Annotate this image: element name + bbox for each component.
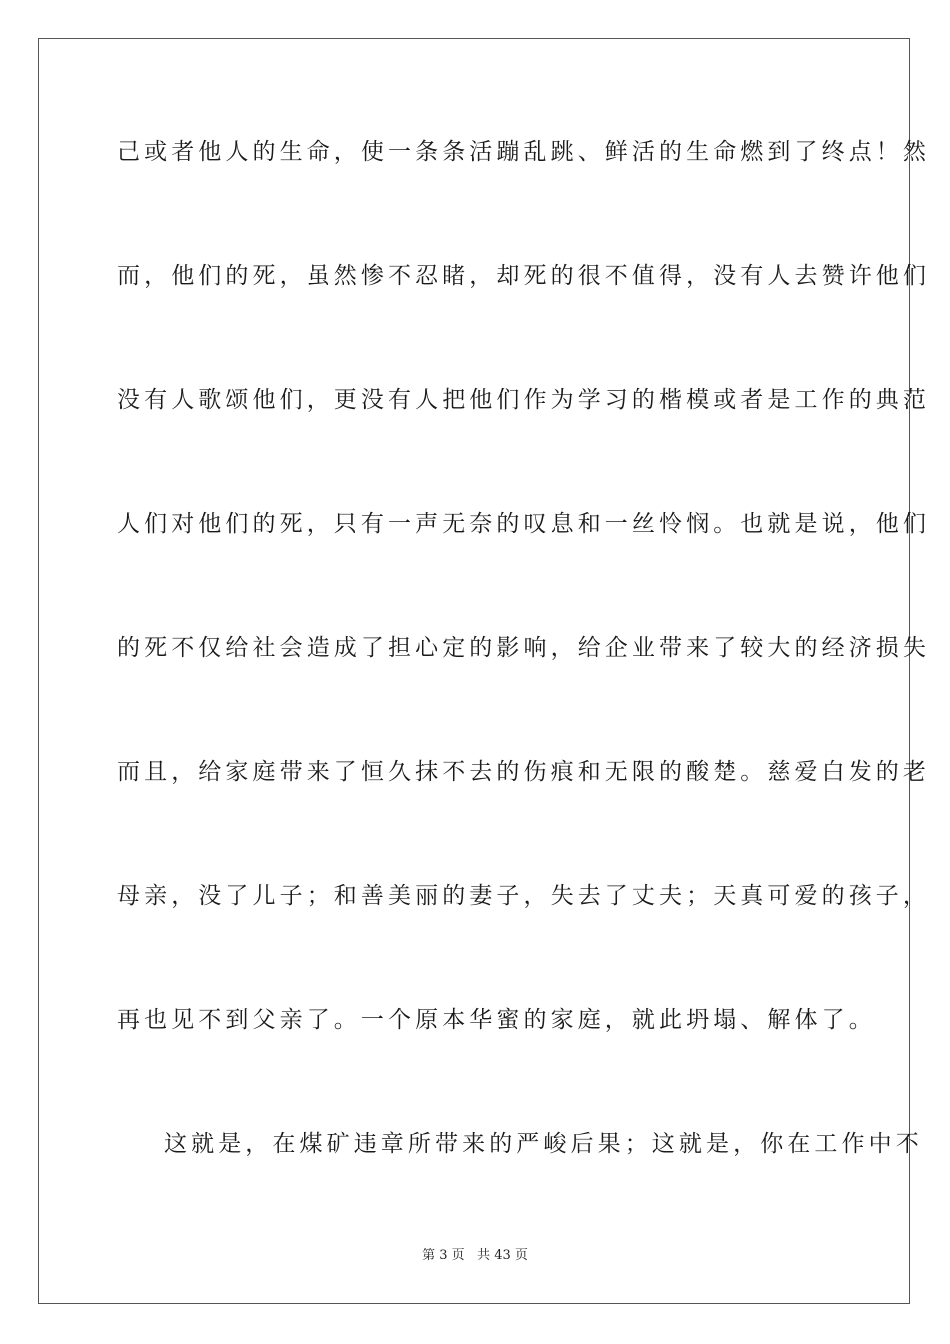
body-text-line-8: 再也见不到父亲了。一个原本华蜜的家庭，就此坍塌、解体了。 — [117, 1007, 876, 1033]
body-text-line-1: 己或者他人的生命，使一条条活蹦乱跳、鲜活的生命燃到了终点！然 — [117, 139, 930, 165]
page-number-footer: 第 3 页 共 43 页 — [422, 1248, 528, 1263]
body-text-line-6: 而且，给家庭带来了恒久抹不去的伤痕和无限的酸楚。慈爱白发的老 — [117, 759, 930, 785]
body-text-line-4: 人们对他们的死，只有一声无奈的叹息和一丝怜悯。也就是说，他们 — [117, 511, 930, 537]
body-text-line-2: 而，他们的死，虽然惨不忍睹，却死的很不值得，没有人去赞许他们 — [117, 263, 930, 289]
page-border — [38, 38, 930, 1304]
body-text-line-7: 母亲，没了儿子；和善美丽的妻子，失去了丈夫；天真可爱的孩子， — [117, 883, 930, 909]
body-text-line-9: 这就是，在煤矿违章所带来的严峻后果；这就是，你在工作中不 — [164, 1131, 923, 1157]
body-text-line-3: 没有人歌颂他们，更没有人把他们作为学习的楷模或者是工作的典范 — [117, 387, 930, 413]
body-text-line-5: 的死不仅给社会造成了担心定的影响，给企业带来了较大的经济损失 — [117, 635, 930, 661]
